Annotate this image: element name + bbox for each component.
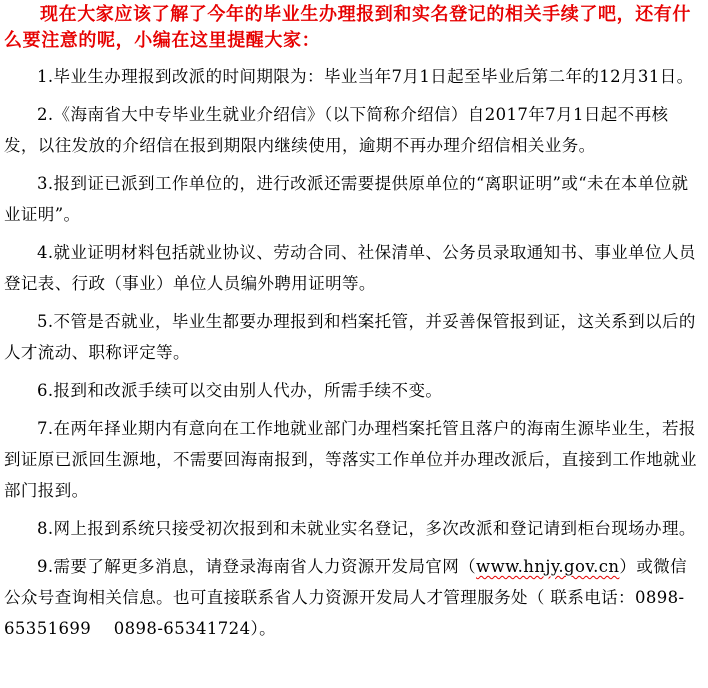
- notice-item-2: 2.《海南省大中专毕业生就业介绍信》（以下简称介绍信）自2017年7月1日起不再核发，以往发放的介绍信在报到期限内继续使用，逾期不再办理介绍信相关业务。: [4, 105, 669, 155]
- notice-item-4: 4.就业证明材料包括就业协议、劳动合同、社保清单、公务员录取通知书、事业单位人员登记表、行政（事业）单位人员编外聘用证明等。: [4, 243, 696, 293]
- notice-item-3: 3.报到证已派到工作单位的，进行改派还需要提供原单位的“离职证明”或“未在本单位就业证明”。: [4, 174, 689, 224]
- intro-paragraph: 现在大家应该了解了今年的毕业生办理报到和实名登记的相关手续了吧，还有什么要注意的呢，小编在这里提醒大家：: [4, 4, 691, 51]
- notice-item-9-text-before: 9.需要了解更多消息，请登录海南省人力资源开发局官网（: [37, 557, 477, 576]
- notice-item-6: 6.报到和改派手续可以交由别人代办，所需手续不变。: [37, 381, 443, 400]
- notice-item-7: 7.在两年择业期内有意向在工作地就业部门办理档案托管且落户的海南生源毕业生，若报到证原已派回生源地，不需要回海南报到，等落实工作单位并办理改派后，直接到工作地就业部门报到。: [4, 419, 697, 500]
- notice-item-9: [4, 551, 700, 644]
- notice-item-8: 8.网上报到系统只接受初次报到和未就业实名登记，多次改派和登记请到柜台现场办理。: [37, 519, 696, 538]
- official-website-link[interactable]: www.hnjy.gov.cn: [476, 557, 620, 576]
- notice-item-1: 1.毕业生办理报到改派的时间期限为：毕业当年7月1日起至毕业后第二年的12月31日。: [37, 67, 694, 86]
- notice-item-5: 5.不管是否就业，毕业生都要办理报到和档案托管，并妥善保管报到证，这关系到以后的人才流动、职称评定等。: [4, 312, 696, 362]
- notice-item-9-text-after: ）或微信公众号查询相关信息。也可直接联系省人力资源开发局人才管理服务处（ 联系电话：0898-65351699 0898-65341724）。: [4, 557, 688, 638]
